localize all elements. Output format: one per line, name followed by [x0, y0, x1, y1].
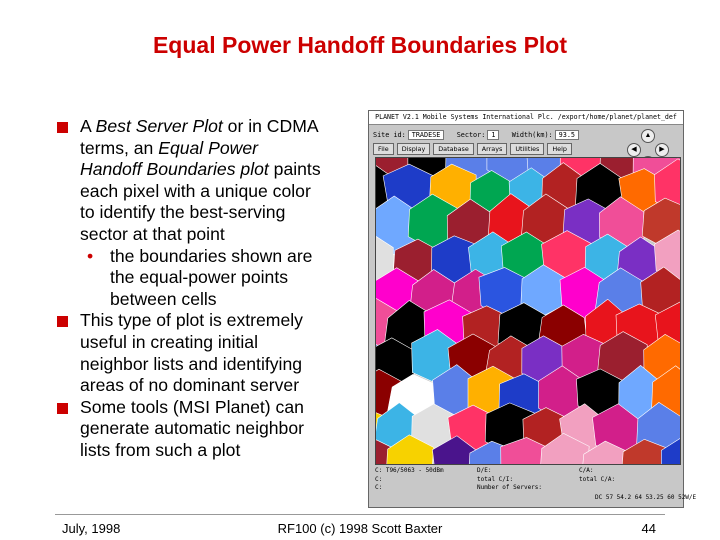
status-coordinates: DC 57 54.2 64 53.25 60 52W/E: [595, 494, 697, 501]
site-id-label: Site id:: [373, 131, 406, 139]
slide-title: Equal Power Handoff Boundaries Plot: [152, 32, 568, 58]
bullet-2-line-3: neighbor lists and identifying: [80, 353, 303, 374]
sub-bullet-line-1: the boundaries shown are: [110, 245, 313, 266]
planet-screenshot: [368, 110, 697, 508]
status-e2: total C/A:: [579, 475, 616, 483]
bullet-1-line-5: to identify the best-serving: [80, 202, 286, 223]
site-id-field[interactable]: TRADESE: [408, 130, 445, 140]
sub-bullet-line-3: between cells: [110, 288, 217, 309]
bullet-1: [55, 116, 360, 246]
bullet-3-line-1: Some tools (MSI Planet) can: [80, 396, 304, 417]
menu-utilities-button[interactable]: Utilities: [510, 143, 544, 155]
menu-row: [373, 143, 575, 155]
square-bullet-icon: [57, 403, 68, 414]
pan-right-icon[interactable]: ▶: [655, 143, 669, 157]
footer-credit: RF100 (c) 1998 Scott Baxter: [277, 521, 443, 536]
status-d1: D/E:: [477, 467, 492, 474]
pan-up-icon[interactable]: ▲: [641, 129, 655, 143]
bullet-1-line-2: terms, an Equal Power: [80, 137, 258, 158]
sub-bullet-1: [55, 246, 360, 311]
bullet-list: [55, 116, 360, 462]
width-field[interactable]: 93.5: [555, 130, 579, 140]
bullet-2-line-4: areas of no dominant server: [80, 375, 300, 396]
pan-left-icon[interactable]: ◀: [627, 143, 641, 157]
bullet-3: [55, 397, 360, 462]
width-label: Width(km):: [511, 131, 553, 139]
status-d3: Number of Servers:: [477, 484, 543, 491]
footer-rule: [55, 514, 665, 515]
status-c2: C:: [375, 475, 383, 483]
sector-label: Sector:: [456, 131, 486, 139]
bullet-2-line-1: This type of plot is extremely: [80, 310, 303, 331]
bullet-3-line-3: lists from such a plot: [80, 439, 241, 460]
status-c1: C: T96/5063 - 50dBm: [375, 467, 444, 474]
dot-bullet-icon: •: [87, 245, 94, 266]
window-titlebar: PLANET V2.1 Mobile Systems International Plc. /export/home/planet/planet_def: [369, 111, 683, 125]
square-bullet-icon: [57, 122, 68, 133]
sector-field[interactable]: 1: [487, 130, 499, 140]
bullet-2: [55, 310, 360, 396]
status-c3: C:: [375, 484, 383, 491]
menu-arrays-button[interactable]: Arrays: [477, 143, 508, 155]
site-row: [373, 130, 579, 140]
status-e1: C/A:: [579, 467, 594, 474]
bullet-3-line-2: generate automatic neighbor: [80, 418, 304, 439]
menu-file-button[interactable]: File: [373, 143, 394, 155]
page-number: 44: [641, 521, 656, 536]
sub-bullet-line-2: the equal-power points: [110, 267, 289, 288]
menu-database-button[interactable]: Database: [433, 143, 474, 155]
bullet-1-line-3: Handoff Boundaries plot paints: [80, 159, 321, 180]
bullet-2-line-2: useful in creating initial: [80, 331, 258, 352]
menu-display-button[interactable]: Display: [397, 143, 431, 155]
status-d2: total C/I:: [477, 475, 514, 483]
footer-date: July, 1998: [62, 521, 121, 536]
bullet-1-line-6: sector at that point: [80, 223, 225, 244]
best-server-map[interactable]: [375, 157, 681, 465]
square-bullet-icon: [57, 316, 68, 327]
bullet-1-line-4: each pixel with a unique color: [80, 180, 311, 201]
menu-help-button[interactable]: Help: [547, 143, 572, 155]
best-server-map-image: [376, 158, 680, 464]
bullet-1-line-1: A Best Server Plot or in CDMA: [80, 116, 319, 136]
